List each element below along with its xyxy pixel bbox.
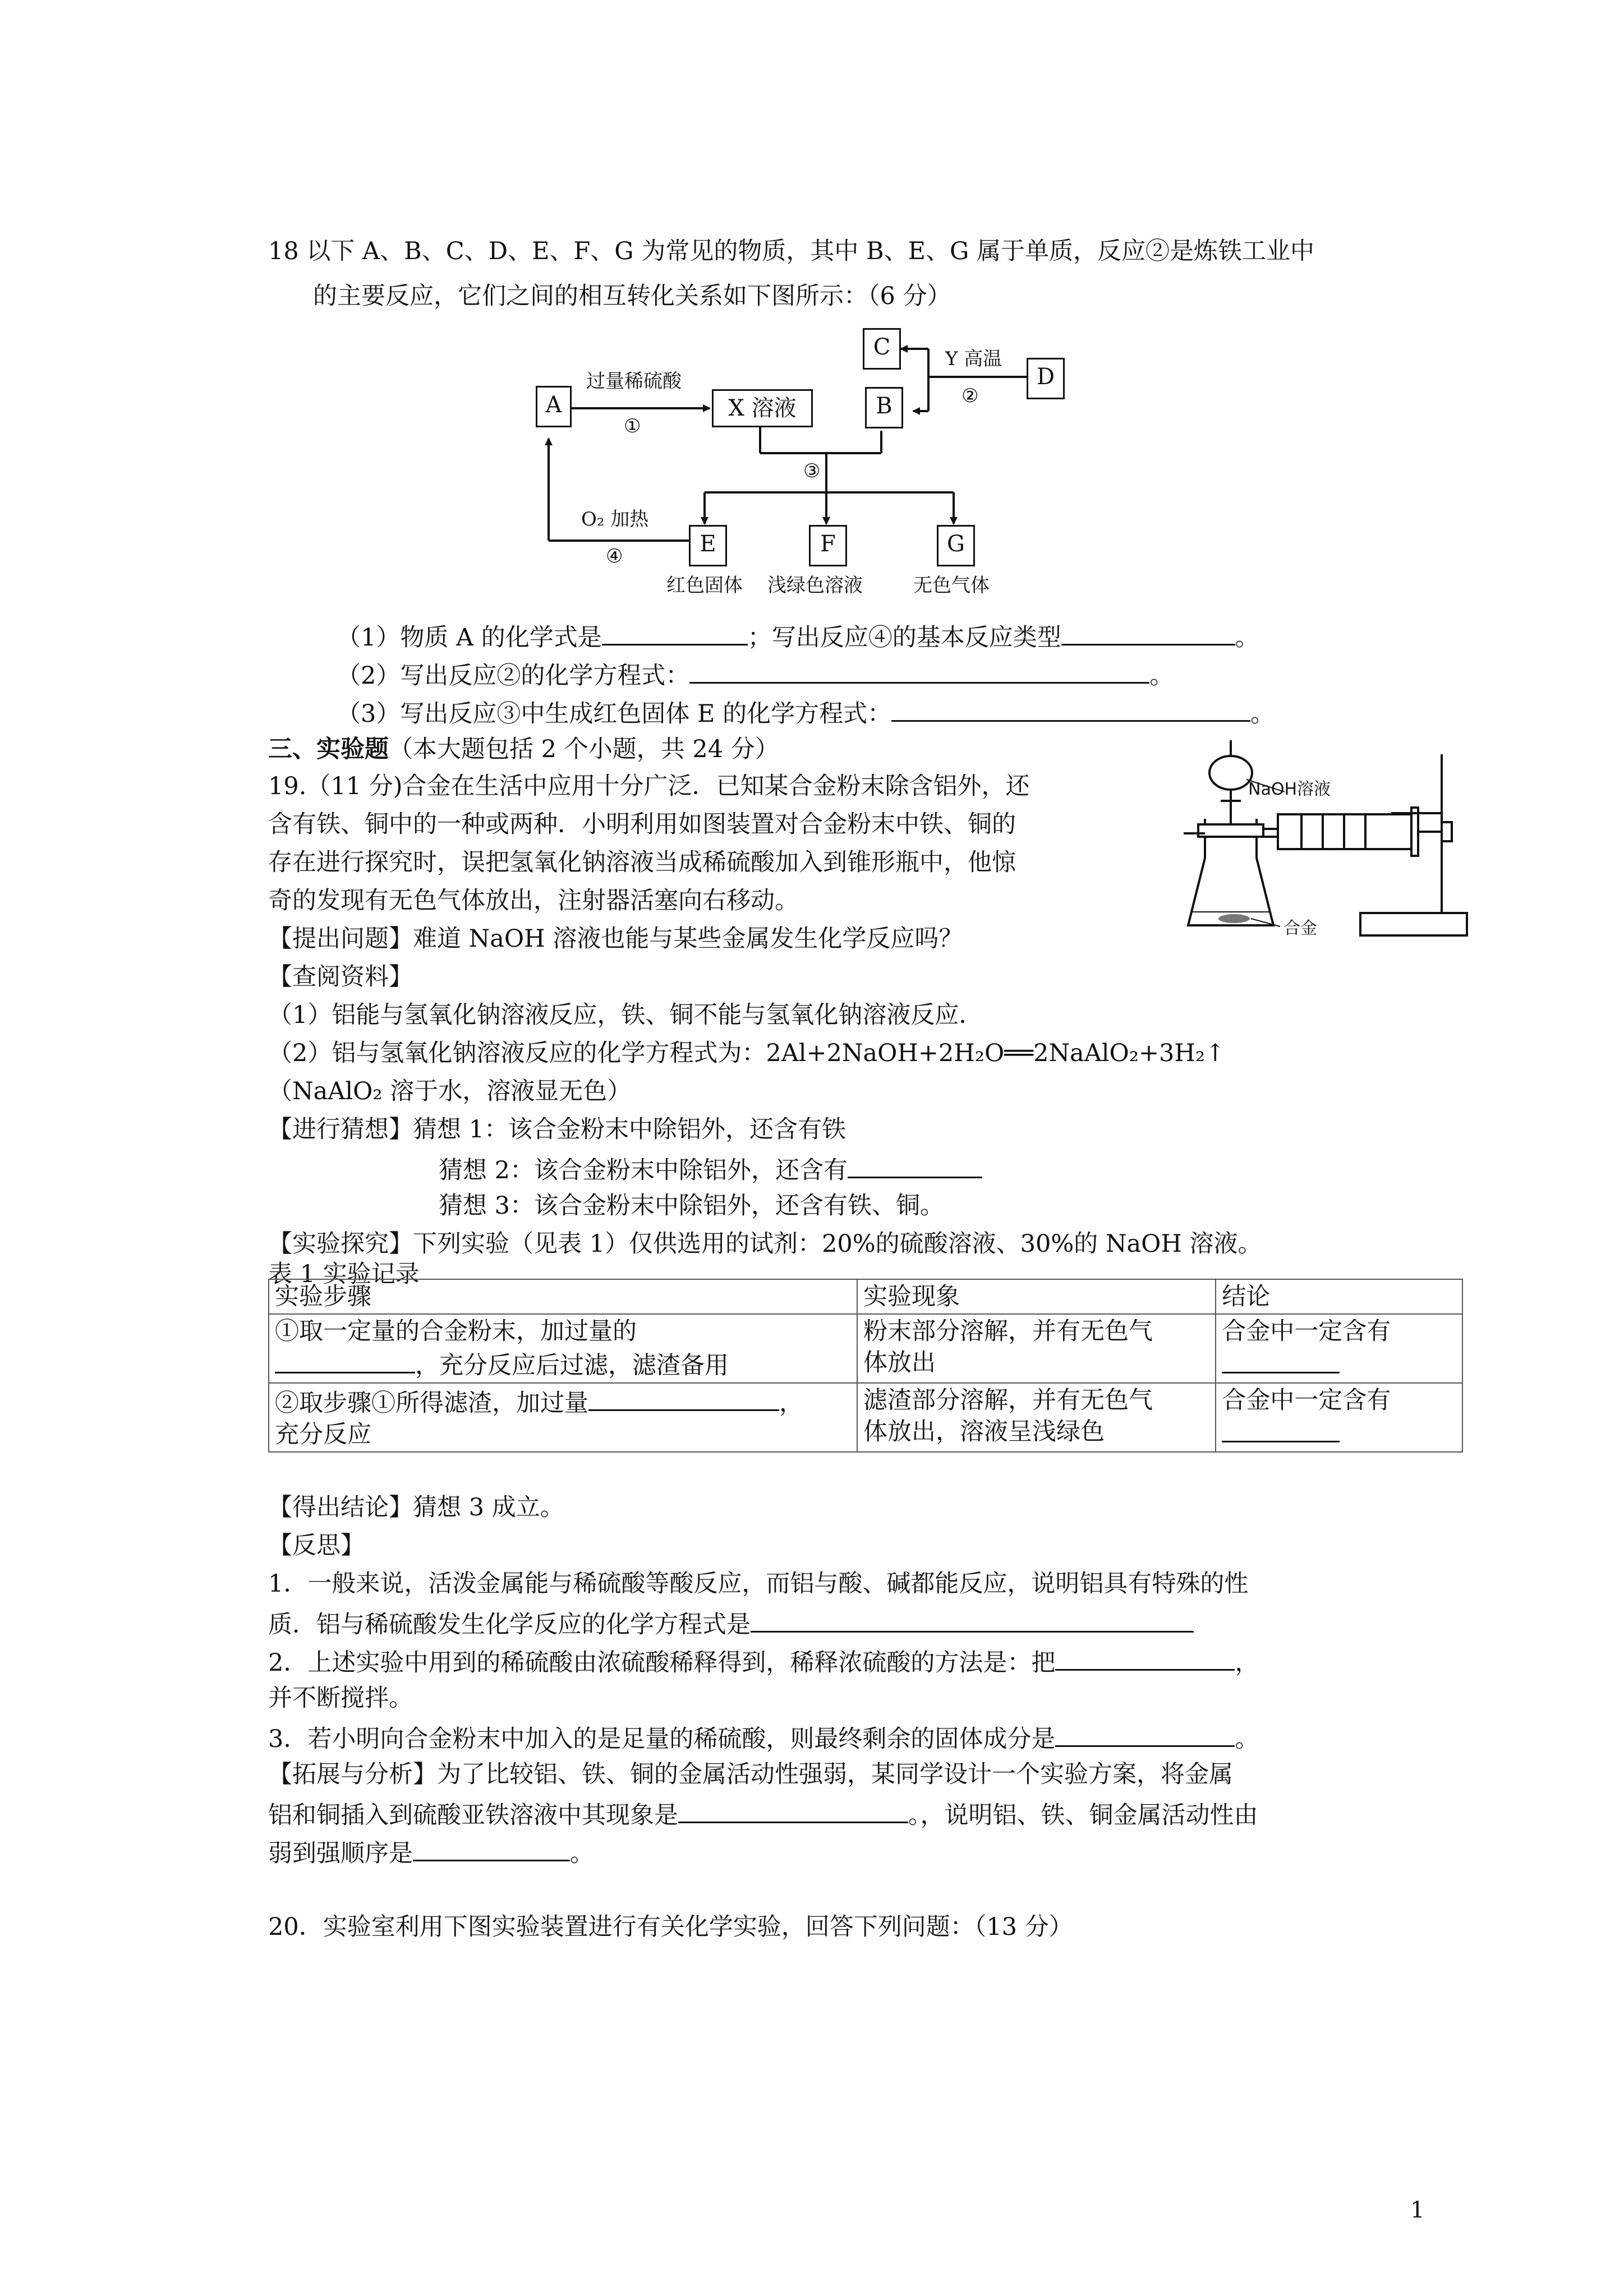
answer-blank-phenomenon[interactable] xyxy=(678,1797,908,1823)
phen1-text-b: 体放出 xyxy=(863,1349,936,1377)
step1-text-b: ，充分反应后过滤，滤渣备用 xyxy=(415,1352,729,1380)
q18-sub3 xyxy=(337,695,1275,730)
diagram-box-g: G xyxy=(937,525,975,566)
section-3-title: 三、实验题 xyxy=(268,735,389,763)
table-header-cell: 实验现象 xyxy=(857,1279,1216,1314)
arrow1-number: ① xyxy=(624,415,641,437)
phen2-text-a: 滤渣部分溶解，并有无色气 xyxy=(863,1386,1153,1414)
q19-r3 xyxy=(268,1721,1259,1755)
answer-blank-a-formula[interactable] xyxy=(602,619,748,646)
q18-sub2-text-a: （2）写出反应②的化学方程式： xyxy=(337,662,690,690)
concl1-text: 合金中一定含有 xyxy=(1222,1317,1391,1345)
experiment-table xyxy=(268,1279,1463,1453)
q19-ref1: （1）铝能与氢氧化钠溶液反应，铁、铜不能与氢氧化钠溶液反应． xyxy=(268,1001,983,1029)
table-cell-phenomenon xyxy=(857,1314,1216,1383)
q18-sub1-text-b: ；写出反应④的基本反应类型 xyxy=(747,624,1061,652)
answer-blank-equation-3[interactable] xyxy=(891,695,1250,722)
answer-blank-step1-reagent[interactable] xyxy=(275,1347,415,1373)
table-row xyxy=(269,1383,1462,1452)
table-header-row xyxy=(269,1279,1462,1314)
q19-guess2-line xyxy=(439,1152,982,1186)
q19-r2a xyxy=(268,1644,1259,1679)
q18-line2: 的主要反应，它们之间的相互转化关系如下图所示：（6 分） xyxy=(313,282,951,310)
diagram-box-b: B xyxy=(865,387,903,428)
q18-sub3-text-b: 。 xyxy=(1250,700,1275,728)
q18-sub2-text-b: 。 xyxy=(1149,662,1174,690)
answer-blank-dilution[interactable] xyxy=(1055,1644,1235,1671)
table-header-cell: 实验步骤 xyxy=(269,1279,857,1314)
q19-guess3: 猜想 3：该合金粉末中除铝外，还含有铁、铜。 xyxy=(439,1192,945,1220)
table-header-cell: 结论 xyxy=(1216,1279,1462,1314)
q19-r3-text2: 。 xyxy=(1235,1725,1259,1753)
answer-blank-concl1[interactable] xyxy=(1222,1347,1340,1373)
step1-text-a: ①取一定量的合金粉末，加过量的 xyxy=(275,1317,637,1345)
q19-r2a-text2: ， xyxy=(1235,1649,1259,1677)
q19-r1b xyxy=(268,1606,1194,1640)
concl2-text: 合金中一定含有 xyxy=(1222,1386,1391,1414)
phen1-text-a: 粉末部分溶解，并有无色气 xyxy=(863,1317,1153,1345)
q19-guess1-line xyxy=(268,1114,846,1145)
answer-blank-activity-order[interactable] xyxy=(413,1835,570,1861)
q19-ref-title: 【查阅资料】 xyxy=(268,963,413,991)
q19-intro4: 奇的发现有无色气体放出，注射器活塞向右移动。 xyxy=(268,887,799,915)
q19-ext-b-text: 铝和铜插入到硫酸亚铁溶液中其现象是 xyxy=(268,1801,678,1829)
answer-blank-residue[interactable] xyxy=(1055,1721,1235,1747)
q19-ext-b-text2: 。，说明铝、铁、铜金属活动性由 xyxy=(908,1801,1258,1829)
q19-intro1: 19.（11 分)合金在生活中应用十分广泛．已知某合金粉末除含铝外，还 xyxy=(268,772,1030,800)
q19-ext-a: 【拓展与分析】为了比较铝、铁、铜的金属活动性强弱，某同学设计一个实验方案，将金属 xyxy=(268,1760,1233,1788)
table-cell-step xyxy=(269,1383,857,1452)
apparatus-label-naoh: NaOH溶液 xyxy=(1248,780,1331,799)
arrow4-label: O₂ 加热 xyxy=(581,508,649,531)
answer-blank-equation-2[interactable] xyxy=(689,657,1149,684)
diagram-box-c: C xyxy=(863,328,901,370)
phen2-text-b: 体放出，溶液呈浅绿色 xyxy=(863,1418,1105,1446)
label-g: 无色气体 xyxy=(913,574,990,597)
apparatus-label-alloy: 合金 xyxy=(1283,919,1317,938)
q19-r1a: 1．一般来说，活泼金属能与稀硫酸等酸反应，而铝与酸、碱都能反应，说明铝具有特殊的性 xyxy=(268,1570,1249,1598)
answer-blank-guess2[interactable] xyxy=(848,1152,982,1178)
arrowd-number: ② xyxy=(961,385,979,407)
diagram-box-e: E xyxy=(689,525,727,566)
section-3-heading xyxy=(268,734,779,765)
answer-blank-concl2[interactable] xyxy=(1222,1416,1340,1442)
table-row xyxy=(269,1314,1462,1383)
q18-sub1 xyxy=(337,619,1259,653)
answer-blank-al-equation[interactable] xyxy=(751,1606,1194,1633)
q19-ext-c-text2: 。 xyxy=(570,1839,594,1868)
q19-r2a-text: 2．上述实验中用到的稀硫酸由浓硫酸稀释得到，稀释浓硫酸的方法是：把 xyxy=(268,1649,1056,1677)
apparatus-illustration xyxy=(1184,740,1467,935)
q19-reflect-title: 【反思】 xyxy=(268,1532,365,1560)
q19-intro3: 存在进行探究时，误把氢氧化钠溶液当成稀硫酸加入到锥形瓶中，他惊 xyxy=(268,849,1016,877)
q18-sub3-text-a: （3）写出反应③中生成红色固体 E 的化学方程式： xyxy=(337,700,892,728)
q19-r2b: 并不断搅拌。 xyxy=(268,1684,413,1712)
step2-text-a2: ， xyxy=(779,1389,803,1417)
section-3-note: （本大题包括 2 个小题，共 24 分） xyxy=(389,735,779,763)
diagram-box-f: F xyxy=(809,525,847,566)
q19-explore: 【实验探究】下列实验（见表 1）仅供选用的试剂：20%的硫酸溶液、30%的 NaOH 溶液。 xyxy=(268,1230,1262,1258)
q19-ref2: （2）铝与氢氧化钠溶液反应的化学方程式为：2Al+2NaOH+2H₂O══2NaAlO₂+3H₂↑ xyxy=(268,1039,1226,1067)
answer-blank-step2-reagent[interactable] xyxy=(588,1385,779,1411)
q19-question: 【提出问题】难道 NaOH 溶液也能与某些金属发生化学反应吗？ xyxy=(268,925,963,953)
label-f: 浅绿色溶液 xyxy=(767,574,863,597)
q19-table-caption: 表 1 实验记录 xyxy=(268,1260,420,1288)
q19-guess-title: 【进行猜想】 xyxy=(268,1115,413,1144)
diagram-box-x: X 溶液 xyxy=(712,389,813,427)
diagram-box-a: A xyxy=(536,386,572,427)
page-number: 1 xyxy=(1410,2197,1425,2223)
step2-text-b: 充分反应 xyxy=(275,1421,371,1449)
arrow4-number: ④ xyxy=(606,545,623,568)
q19-ref3: （NaAlO₂ 溶于水，溶液显无色） xyxy=(268,1077,632,1105)
table-cell-conclusion xyxy=(1216,1383,1462,1452)
q18-sub2 xyxy=(337,657,1174,691)
q18-sub1-text-c: 。 xyxy=(1235,624,1259,652)
q19-ext-c xyxy=(268,1835,594,1869)
q19-ext-c-text: 弱到强顺序是 xyxy=(268,1839,413,1868)
q19-ext-b xyxy=(268,1797,1258,1831)
q19-r1b-text: 质．铝与稀硫酸发生化学反应的化学方程式是 xyxy=(268,1611,751,1639)
q19-conclusion: 【得出结论】猜想 3 成立。 xyxy=(268,1493,564,1522)
table-cell-conclusion xyxy=(1216,1314,1462,1383)
table-cell-step xyxy=(269,1314,857,1383)
q18-sub1-text-a: （1）物质 A 的化学式是 xyxy=(337,624,602,652)
q19-guess1: 猜想 1：该合金粉末中除铝外，还含有铁 xyxy=(413,1115,846,1144)
q19-intro2: 含有铁、铜中的一种或两种．小明利用如图装置对合金粉末中铁、铜的 xyxy=(268,810,1016,838)
arrow1-label: 过量稀硫酸 xyxy=(586,370,682,393)
arrow3-number: ③ xyxy=(803,460,821,482)
q20-line: 20．实验室利用下图实验装置进行有关化学实验，回答下列问题：（13 分） xyxy=(268,1913,1073,1941)
answer-blank-reaction-type[interactable] xyxy=(1061,619,1235,646)
q18-line1: 18 以下 A、B、C、D、E、F、G 为常见的物质，其中 B、E、G 属于单质，反应②是炼铁工业中 xyxy=(268,237,1314,265)
diagram-box-d: D xyxy=(1027,358,1065,399)
table-cell-phenomenon xyxy=(857,1383,1216,1452)
q19-guess2: 猜想 2：该合金粉末中除铝外，还含有 xyxy=(439,1156,848,1184)
q19-r3-text: 3．若小明向合金粉末中加入的是足量的稀硫酸，则最终剩余的固体成分是 xyxy=(268,1725,1056,1753)
label-e: 红色固体 xyxy=(666,574,743,597)
arrowd-label: Y 高温 xyxy=(945,348,1002,370)
step2-text-a: ②取步骤①所得滤渣，加过量 xyxy=(275,1389,588,1417)
